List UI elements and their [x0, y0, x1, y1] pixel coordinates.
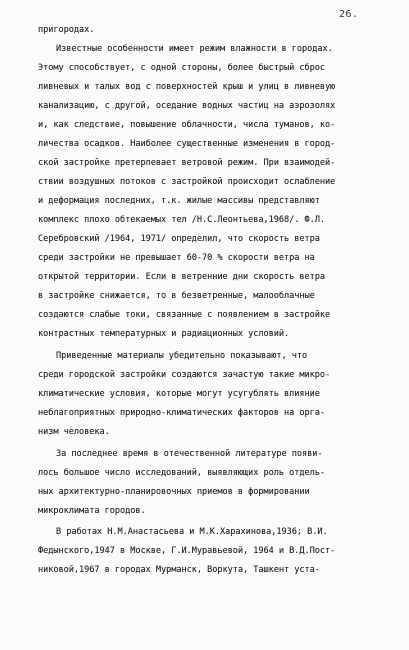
text-line: неблагоприятных природно-климатических факторов на орга- [38, 408, 325, 418]
text-line: За последнее время в отечественной литературе появи- [56, 449, 323, 459]
text-line: среди застройки не превышает 60-70 % скорости ветра на [38, 253, 315, 263]
text-line: среди городской застройки создаются зачастую такие микро- [38, 370, 331, 380]
text-line: микроклимата городов. [38, 506, 146, 516]
text-line: В работах Н.М.Анастасьева и М.К.Харахинова,1936; В.И. [56, 527, 328, 537]
text-line: и, как следствие, повышение облачности, числа туманов, ко- [38, 120, 336, 130]
text-line: Этому способствует, с одной стороны, более быстрый сброс [38, 63, 325, 73]
text-line: Серебровский /1964, 1971/ определил, что скорость ветра [38, 234, 320, 244]
text-line: низм человека. [38, 427, 110, 437]
text-line: контрастных температурных и радиационных условий. [38, 329, 290, 339]
text-line: лось большое число исследований, выявляющих роль отдель- [38, 468, 325, 478]
text-line: ской застройке претерпевает ветровой режим. При взаимодей- [38, 158, 336, 168]
text-line: и деформация последних, т.к. жилые массивы представляют [38, 196, 320, 206]
text-line: создаются слабые токи, связанные с появлением в застройке [38, 310, 331, 320]
text-line: Приведенные материалы убедительно показывают, что [56, 351, 308, 361]
text-line: Известные особенности имеет режим влажности в городах. [56, 44, 333, 54]
text-line: ливневых и талых вод с поверхностей крыш и улиц в ливневую [38, 82, 336, 92]
text-line: ствии воздушных потоков с застройкой происходит ослабление [38, 177, 336, 187]
text-line: комплекс плохо обтекаемых тел /Н.С.Леонтьева,1968/. Ф.Л. [38, 215, 325, 225]
text-line: никовой,1967 в городах Мурманск, Воркута, Ташкент уста- [38, 565, 320, 575]
text-line: ных архитектурно-планировочных приемов в формировании [38, 487, 310, 497]
text-line: пригородах. [38, 25, 95, 35]
text-line: в застройке снижается, то в безветренные, малооблачные [38, 291, 315, 301]
text-line: Федынского,1947 в Москве, Г.И.Муравьевой, 1964 и В.Д.Пост- [38, 546, 336, 556]
text-line: открытой территории. Если в ветренние дни скорость ветра [38, 272, 325, 282]
text-line: канализацию, с другой, оседание водных частиц на аэрозолях [38, 101, 336, 111]
page-number: 26. [339, 9, 359, 20]
text-line: климатические условия, которые могут усугублять влияние [38, 389, 320, 399]
text-line: личества осадков. Наиболее существенные изменения в город- [38, 139, 336, 149]
